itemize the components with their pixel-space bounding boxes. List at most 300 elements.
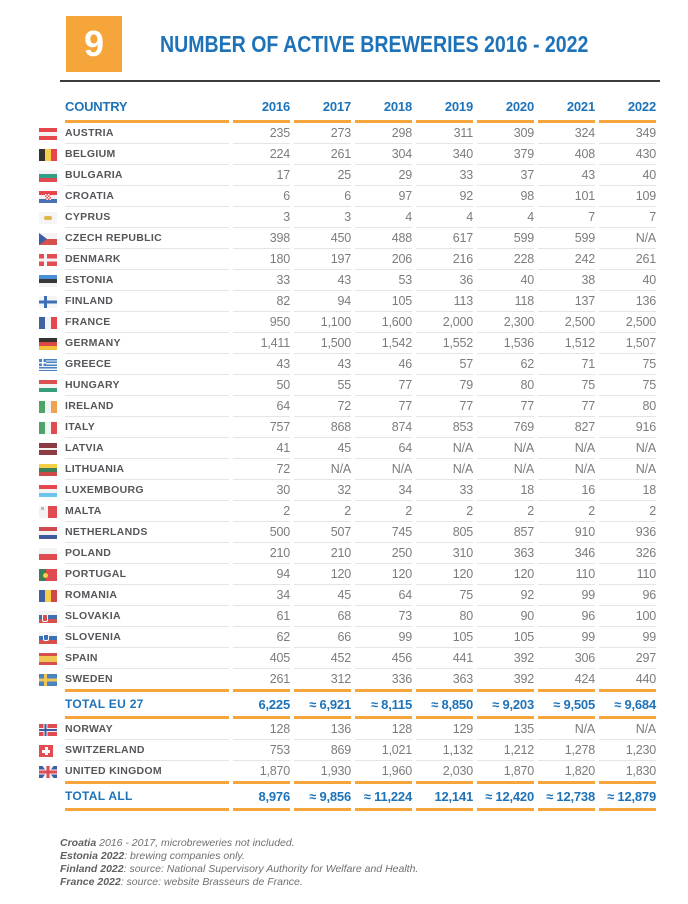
value-2018: N/A xyxy=(355,459,412,480)
country-row xyxy=(39,144,656,165)
value-2018: 2 xyxy=(355,501,412,522)
value-2020: 135 xyxy=(477,719,534,740)
value-2022: 349 xyxy=(599,123,656,144)
value-2021: 16 xyxy=(538,480,595,501)
value-2021: 1,820 xyxy=(564,764,595,778)
value-2019: 129 xyxy=(416,719,473,740)
value-2019: 36 xyxy=(416,270,473,291)
value-2021: 827 xyxy=(538,417,595,438)
value-2016: 82 xyxy=(233,291,290,312)
value-2017: 66 xyxy=(294,627,351,648)
value-2016: 1,411 xyxy=(233,333,290,354)
value-2020: 77 xyxy=(477,396,534,417)
value-2018: 105 xyxy=(355,291,412,312)
value-2016: 405 xyxy=(233,648,290,669)
value-2019: N/A xyxy=(416,438,473,459)
country-row xyxy=(39,165,656,186)
hr-flag-icon xyxy=(39,191,57,203)
country-name: NORWAY xyxy=(65,719,229,740)
column-header-2019: 2019 xyxy=(416,90,473,123)
value-2018: 4 xyxy=(355,207,412,228)
ch-flag-icon xyxy=(39,745,53,757)
be-flag-icon xyxy=(39,149,57,161)
value-2019: 441 xyxy=(416,648,473,669)
country-row xyxy=(39,627,656,648)
value-2016: 224 xyxy=(233,144,290,165)
value-2020: 392 xyxy=(513,672,534,686)
header-row xyxy=(39,90,656,123)
footnote-croatia: Croatia 2016 - 2017, microbreweries not included. xyxy=(60,837,295,849)
value-2022: 916 xyxy=(599,417,656,438)
country-row xyxy=(39,312,656,333)
country-row xyxy=(39,396,656,417)
value-2017: N/A xyxy=(294,459,351,480)
value-2020: 120 xyxy=(477,564,534,585)
lt-flag-icon xyxy=(39,464,57,476)
country-name: UNITED KINGDOM xyxy=(65,765,162,777)
country-row xyxy=(39,543,656,564)
value-2018: 46 xyxy=(355,354,412,375)
flag-column-header xyxy=(39,90,61,123)
value-2018: 34 xyxy=(355,480,412,501)
value-2020: N/A xyxy=(477,438,534,459)
footnote-finland: Finland 2022: source: National Supervisory Authority for Welfare and Health. xyxy=(60,863,419,875)
value-2017: 868 xyxy=(294,417,351,438)
value-2021: 1,278 xyxy=(538,740,595,761)
column-header-country: COUNTRY xyxy=(65,90,229,123)
value-2018: 53 xyxy=(355,270,412,291)
value-2019: 57 xyxy=(416,354,473,375)
value-2022: N/A xyxy=(599,719,656,740)
footnote-france: France 2022: source: website Brasseurs de France. xyxy=(60,876,303,888)
de-flag-icon xyxy=(39,338,57,350)
country-row xyxy=(39,291,656,312)
value-2022: 7 xyxy=(599,207,656,228)
value-2018: 29 xyxy=(355,165,412,186)
value-2016: 6 xyxy=(233,186,290,207)
value-2022: 297 xyxy=(599,648,656,669)
cz-flag-icon xyxy=(39,233,57,245)
value-2019: 105 xyxy=(416,627,473,648)
country-name: HUNGARY xyxy=(65,375,229,396)
value-2020: 90 xyxy=(477,606,534,627)
value-2017: 43 xyxy=(294,354,351,375)
value-2016: 34 xyxy=(233,585,290,606)
value-2019: 617 xyxy=(416,228,473,249)
country-name: PORTUGAL xyxy=(65,564,229,585)
value-2020: 599 xyxy=(477,228,534,249)
value-2021: 306 xyxy=(538,648,595,669)
total-all-row xyxy=(39,781,656,811)
value-2018: 456 xyxy=(355,648,412,669)
title-divider xyxy=(60,80,660,82)
value-2021: 43 xyxy=(538,165,595,186)
value-2022: N/A xyxy=(599,228,656,249)
value-2018: 250 xyxy=(355,543,412,564)
footnotes xyxy=(60,837,660,889)
value-2018: 120 xyxy=(355,564,412,585)
value-2020: 363 xyxy=(477,543,534,564)
country-row xyxy=(39,585,656,606)
value-2022: 936 xyxy=(599,522,656,543)
country-name: ITALY xyxy=(65,417,229,438)
value-2017: 94 xyxy=(294,291,351,312)
value-2022: 261 xyxy=(599,249,656,270)
value-2017: 450 xyxy=(294,228,351,249)
value-2020: 392 xyxy=(477,648,534,669)
value-2019: N/A xyxy=(416,459,473,480)
value-2019: 33 xyxy=(416,165,473,186)
value-2019: 80 xyxy=(416,606,473,627)
value-2019: 1,552 xyxy=(416,333,473,354)
country-name: ROMANIA xyxy=(65,585,229,606)
value-2022: 96 xyxy=(599,585,656,606)
country-name: FINLAND xyxy=(65,291,229,312)
value-2021: 77 xyxy=(538,396,595,417)
value-2019: 120 xyxy=(416,564,473,585)
value-2022: 2 xyxy=(599,501,656,522)
value-2020: 80 xyxy=(477,375,534,396)
value-2018: 1,960 xyxy=(381,764,412,778)
country-row xyxy=(39,249,656,270)
value-2022: 440 xyxy=(635,672,656,686)
country-name: DENMARK xyxy=(65,249,229,270)
total-eu-2016: 6,225 xyxy=(233,689,290,719)
total-all-2017: ≈ 9,856 xyxy=(294,781,351,811)
value-2021: 408 xyxy=(538,144,595,165)
value-2021: 38 xyxy=(538,270,595,291)
value-2017: 273 xyxy=(294,123,351,144)
value-2019: 75 xyxy=(416,585,473,606)
country-row xyxy=(39,186,656,207)
value-2019: 1,132 xyxy=(416,740,473,761)
value-2022: N/A xyxy=(599,459,656,480)
value-2020: 4 xyxy=(477,207,534,228)
figure-number-badge xyxy=(66,16,122,72)
value-2022: N/A xyxy=(599,438,656,459)
country-row xyxy=(39,459,656,480)
value-2021: 324 xyxy=(538,123,595,144)
value-2018: 488 xyxy=(355,228,412,249)
value-2019: 113 xyxy=(416,291,473,312)
country-name: BULGARIA xyxy=(65,165,229,186)
value-2017: 1,930 xyxy=(320,764,351,778)
value-2018: 336 xyxy=(391,672,412,686)
value-2018: 97 xyxy=(355,186,412,207)
country-name: FRANCE xyxy=(65,312,229,333)
value-2022: 1,507 xyxy=(599,333,656,354)
value-2022: 80 xyxy=(599,396,656,417)
value-2017: 210 xyxy=(294,543,351,564)
value-2018: 206 xyxy=(355,249,412,270)
total-eu-label: TOTAL EU 27 xyxy=(65,689,229,719)
pl-flag-icon xyxy=(39,548,57,560)
country-name: CROATIA xyxy=(65,186,229,207)
value-2020: 309 xyxy=(477,123,534,144)
total-eu-2017: ≈ 6,921 xyxy=(294,689,351,719)
value-2018: 64 xyxy=(355,438,412,459)
value-2020: 1,870 xyxy=(503,764,534,778)
value-2018: 745 xyxy=(355,522,412,543)
value-2016: 72 xyxy=(233,459,290,480)
value-2020: 857 xyxy=(477,522,534,543)
footnote-estonia: Estonia 2022: brewing companies only. xyxy=(60,850,245,862)
total-eu-2022: ≈ 9,684 xyxy=(599,689,656,719)
value-2020: 40 xyxy=(477,270,534,291)
ro-flag-icon xyxy=(39,590,57,602)
value-2020: 37 xyxy=(477,165,534,186)
value-2016: 64 xyxy=(233,396,290,417)
value-2022: 2,500 xyxy=(599,312,656,333)
value-2018: 1,021 xyxy=(355,740,412,761)
non-eu-countries-body xyxy=(39,719,656,781)
value-2022: 136 xyxy=(599,291,656,312)
value-2017: 136 xyxy=(294,719,351,740)
fi-flag-icon xyxy=(39,296,57,308)
value-2021: 7 xyxy=(538,207,595,228)
value-2018: 99 xyxy=(355,627,412,648)
ie-flag-icon xyxy=(39,401,57,413)
value-2016: 94 xyxy=(233,564,290,585)
lv-flag-icon xyxy=(39,443,57,455)
value-2017: 72 xyxy=(294,396,351,417)
value-2022: 99 xyxy=(599,627,656,648)
value-2016: 62 xyxy=(233,627,290,648)
country-name: SWITZERLAND xyxy=(65,740,229,761)
column-header-2016: 2016 xyxy=(233,90,290,123)
value-2021: 110 xyxy=(538,564,595,585)
figure-number: 9 xyxy=(83,23,105,64)
country-row xyxy=(39,123,656,144)
value-2021: 424 xyxy=(574,672,595,686)
value-2018: 1,542 xyxy=(355,333,412,354)
value-2019: 2,030 xyxy=(442,764,473,778)
si-flag-icon xyxy=(39,632,57,644)
value-2021: 1,512 xyxy=(538,333,595,354)
value-2016: 43 xyxy=(233,354,290,375)
fr-flag-icon xyxy=(39,317,57,329)
value-2021: 242 xyxy=(538,249,595,270)
value-2020: 92 xyxy=(477,585,534,606)
value-2019: 340 xyxy=(416,144,473,165)
country-name: GREECE xyxy=(65,354,229,375)
value-2021: N/A xyxy=(538,438,595,459)
value-2016: 210 xyxy=(233,543,290,564)
country-name: SLOVAKIA xyxy=(65,606,229,627)
value-2016: 950 xyxy=(233,312,290,333)
country-row xyxy=(39,207,656,228)
page-header xyxy=(66,16,660,72)
value-2019: 33 xyxy=(416,480,473,501)
value-2021: 137 xyxy=(538,291,595,312)
value-2016: 1,870 xyxy=(259,764,290,778)
country-name: POLAND xyxy=(65,543,229,564)
value-2022: 1,230 xyxy=(599,740,656,761)
es-flag-icon xyxy=(39,653,57,665)
country-row xyxy=(39,669,656,689)
value-2016: 757 xyxy=(233,417,290,438)
country-name: IRELAND xyxy=(65,396,229,417)
dk-flag-icon xyxy=(39,254,57,266)
value-2017: 869 xyxy=(294,740,351,761)
value-2021: 346 xyxy=(538,543,595,564)
at-flag-icon xyxy=(39,128,57,140)
nl-flag-icon xyxy=(39,527,57,539)
country-row xyxy=(39,740,656,761)
value-2018: 1,600 xyxy=(355,312,412,333)
value-2016: 128 xyxy=(233,719,290,740)
gb-flag-icon xyxy=(39,766,57,778)
value-2019: 216 xyxy=(416,249,473,270)
value-2017: 45 xyxy=(294,585,351,606)
pt-flag-icon xyxy=(39,569,57,581)
value-2021: 2,500 xyxy=(538,312,595,333)
value-2019: 79 xyxy=(416,375,473,396)
value-2016: 3 xyxy=(233,207,290,228)
value-2019: 4 xyxy=(416,207,473,228)
value-2016: 61 xyxy=(233,606,290,627)
value-2020: 228 xyxy=(477,249,534,270)
value-2022: 100 xyxy=(599,606,656,627)
lu-flag-icon xyxy=(39,485,57,497)
country-row xyxy=(39,719,656,740)
cy-flag-icon xyxy=(39,212,57,224)
value-2017: 2 xyxy=(294,501,351,522)
country-name: LUXEMBOURG xyxy=(65,480,229,501)
value-2016: 261 xyxy=(269,672,290,686)
value-2021: 75 xyxy=(538,375,595,396)
value-2021: 99 xyxy=(538,627,595,648)
value-2020: 1,536 xyxy=(477,333,534,354)
breweries-table xyxy=(35,90,660,811)
value-2021: 910 xyxy=(538,522,595,543)
value-2017: 3 xyxy=(294,207,351,228)
value-2020: 105 xyxy=(477,627,534,648)
total-eu-2021: ≈ 9,505 xyxy=(538,689,595,719)
value-2019: 853 xyxy=(416,417,473,438)
value-2022: 110 xyxy=(599,564,656,585)
value-2016: 753 xyxy=(233,740,290,761)
value-2018: 73 xyxy=(355,606,412,627)
value-2018: 128 xyxy=(355,719,412,740)
total-all-2020: ≈ 12,420 xyxy=(477,781,534,811)
value-2021: 71 xyxy=(538,354,595,375)
country-row xyxy=(39,333,656,354)
value-2017: 1,100 xyxy=(294,312,351,333)
country-row xyxy=(39,480,656,501)
value-2017: 1,500 xyxy=(294,333,351,354)
country-name: SLOVENIA xyxy=(65,627,229,648)
value-2018: 64 xyxy=(355,585,412,606)
value-2017: 6 xyxy=(294,186,351,207)
value-2017: 261 xyxy=(294,144,351,165)
value-2020: 2 xyxy=(477,501,534,522)
total-eu-body xyxy=(39,689,656,719)
total-eu-row xyxy=(39,689,656,719)
total-all-2019: 12,141 xyxy=(416,781,473,811)
value-2017: 45 xyxy=(294,438,351,459)
value-2020: N/A xyxy=(477,459,534,480)
se-flag-icon xyxy=(39,674,57,686)
value-2021: 101 xyxy=(538,186,595,207)
value-2021: 599 xyxy=(538,228,595,249)
value-2017: 43 xyxy=(294,270,351,291)
value-2020: 1,212 xyxy=(477,740,534,761)
total-eu-2018: ≈ 8,115 xyxy=(355,689,412,719)
value-2018: 77 xyxy=(355,375,412,396)
value-2016: 17 xyxy=(233,165,290,186)
value-2020: 769 xyxy=(477,417,534,438)
value-2022: 75 xyxy=(599,354,656,375)
value-2021: 2 xyxy=(538,501,595,522)
value-2017: 25 xyxy=(294,165,351,186)
ee-flag-icon xyxy=(39,275,57,287)
value-2016: 180 xyxy=(233,249,290,270)
total-all-2022: ≈ 12,879 xyxy=(599,781,656,811)
value-2022: 75 xyxy=(599,375,656,396)
country-name: LITHUANIA xyxy=(65,459,229,480)
country-name: BELGIUM xyxy=(65,144,229,165)
it-flag-icon xyxy=(39,422,57,434)
value-2019: 805 xyxy=(416,522,473,543)
country-name: MALTA xyxy=(65,501,229,522)
value-2017: 55 xyxy=(294,375,351,396)
country-row xyxy=(39,354,656,375)
total-eu-2019: ≈ 8,850 xyxy=(416,689,473,719)
value-2022: 40 xyxy=(599,270,656,291)
gr-flag-icon xyxy=(39,359,57,371)
value-2018: 77 xyxy=(355,396,412,417)
value-2016: 41 xyxy=(233,438,290,459)
value-2017: 197 xyxy=(294,249,351,270)
value-2022: 18 xyxy=(599,480,656,501)
column-header-2017: 2017 xyxy=(294,90,351,123)
hu-flag-icon xyxy=(39,380,57,392)
total-all-2018: ≈ 11,224 xyxy=(355,781,412,811)
no-flag-icon xyxy=(39,724,57,736)
country-row xyxy=(39,501,656,522)
country-row xyxy=(39,270,656,291)
country-row xyxy=(39,522,656,543)
country-row xyxy=(39,375,656,396)
value-2021: 99 xyxy=(538,585,595,606)
value-2017: 312 xyxy=(330,672,351,686)
value-2020: 118 xyxy=(477,291,534,312)
value-2019: 92 xyxy=(416,186,473,207)
bg-flag-icon xyxy=(39,170,57,182)
table-header xyxy=(39,90,656,123)
value-2016: 50 xyxy=(233,375,290,396)
value-2020: 62 xyxy=(477,354,534,375)
value-2017: 507 xyxy=(294,522,351,543)
country-name: SPAIN xyxy=(65,648,229,669)
value-2022: 430 xyxy=(599,144,656,165)
country-row xyxy=(39,438,656,459)
page-title: NUMBER OF ACTIVE BREWERIES 2016 - 2022 xyxy=(160,30,589,57)
value-2018: 304 xyxy=(355,144,412,165)
value-2020: 18 xyxy=(477,480,534,501)
value-2020: 379 xyxy=(477,144,534,165)
value-2019: 363 xyxy=(452,672,473,686)
value-2022: 109 xyxy=(599,186,656,207)
sk-flag-icon xyxy=(39,611,57,623)
mt-flag-icon xyxy=(39,506,57,518)
column-header-2021: 2021 xyxy=(538,90,595,123)
total-all-2016: 8,976 xyxy=(233,781,290,811)
value-2022: 40 xyxy=(599,165,656,186)
value-2019: 311 xyxy=(416,123,473,144)
value-2017: 32 xyxy=(294,480,351,501)
